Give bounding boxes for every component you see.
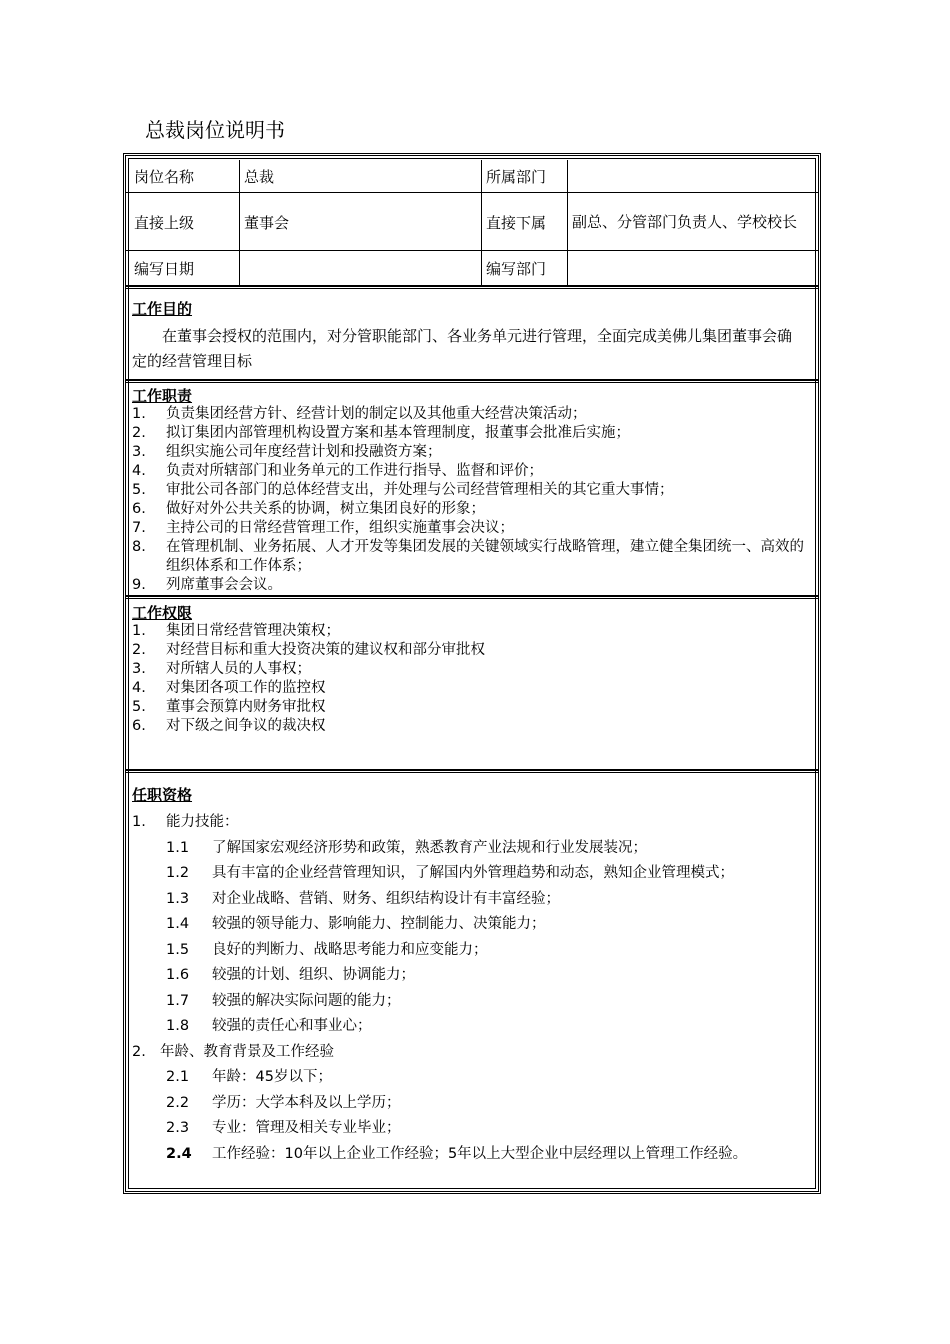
duties-heading: 工作职责: [132, 387, 193, 405]
list-item: 5. 董事会预算内财务审批权: [132, 699, 326, 715]
purpose-heading: 工作目的: [132, 300, 193, 318]
header-row-position: [126, 160, 818, 193]
section-divider: [126, 285, 818, 289]
sub-text: 具有丰富的企业经营管理知识，了解国内外管理趋势和动态，熟知企业管理模式；: [212, 865, 734, 881]
sub-text: 较强的计划、组织、协调能力；: [212, 967, 415, 983]
sub-text: 了解国家宏观经济形势和政策，熟悉教育产业法规和行业发展装况；: [212, 840, 647, 856]
sub-text: 对企业战略、营销、财务、组织结构设计有丰富经验；: [212, 891, 560, 907]
document-title: 总裁岗位说明书: [145, 118, 285, 142]
list-item: 6. 对下级之间争议的裁决权: [132, 718, 326, 734]
ability-title: 能力技能：: [166, 814, 239, 830]
sub-text: 学历：大学本科及以上学历；: [212, 1095, 401, 1111]
sub-num: 2.1: [166, 1069, 190, 1085]
list-item: 3. 组织实施公司年度经营计划和投融资方案；: [132, 444, 442, 460]
divider: [239, 160, 240, 285]
sub-text: 年龄：45岁以下；: [212, 1069, 332, 1085]
list-item: 1. 集团日常经营管理决策权；: [132, 623, 340, 639]
list-item: 4. 负责对所辖部门和业务单元的工作进行指导、监督和评价；: [132, 463, 543, 479]
sub-text: 较强的解决实际问题的能力；: [212, 993, 401, 1009]
purpose-text: 在董事会授权的范围内，对分管职能部门、各业务单元进行管理，全面完成美佛儿集团董事会确定的经营管理目标: [132, 327, 793, 370]
ability-num: 1.: [132, 814, 146, 830]
bg-num: 2.: [132, 1044, 146, 1060]
section-divider: [126, 769, 818, 773]
subordinate-label: 直接下属: [486, 213, 547, 232]
list-item: 2. 拟订集团内部管理机构设置方案和基本管理制度，报董事会批准后实施；: [132, 425, 630, 441]
list-item: 9. 列席董事会会议。: [132, 577, 282, 593]
qualifications-heading: 任职资格: [132, 786, 193, 804]
position-value: 总裁: [244, 168, 275, 186]
list-item: 3. 对所辖人员的人事权；: [132, 661, 311, 677]
position-label: 岗位名称: [134, 168, 195, 186]
dept-label: 所属部门: [486, 168, 547, 186]
list-item: 1. 负责集团经营方针、经营计划的制定以及其他重大经营决策活动；: [132, 406, 587, 422]
sub-text: 专业：管理及相关专业毕业；: [212, 1120, 401, 1136]
writer-label: 编写部门: [486, 259, 547, 278]
job-description-table: [123, 153, 821, 1194]
superior-value: 董事会: [244, 213, 290, 232]
sub-num: 1.5: [166, 942, 190, 958]
sub-num: 1.3: [166, 891, 190, 907]
header-row-superior: [126, 193, 818, 251]
list-item: 8. 在管理机制、业务拓展、人才开发等集团发展的关键领域实行战略管理，建立健全集团统一、高效的组织体系和工作体系；: [132, 539, 804, 574]
sub-num: 1.2: [166, 865, 190, 881]
list-item: 6. 做好对外公共关系的协调，树立集团良好的形象；: [132, 501, 485, 517]
sub-num: 1.8: [166, 1018, 190, 1034]
section-divider: [126, 379, 818, 383]
list-item: 5. 审批公司各部门的总体经营支出，并处理与公司经营管理相关的其它重大事情；: [132, 482, 674, 498]
sub-text: 较强的领导能力、影响能力、控制能力、决策能力；: [212, 916, 546, 932]
list-item: 7. 主持公司的日常经营管理工作，组织实施董事会决议；: [132, 520, 514, 536]
header-row-date: [126, 251, 818, 285]
superior-label: 直接上级: [134, 213, 195, 232]
list-item: 4. 对集团各项工作的监控权: [132, 680, 326, 696]
sub-text: 工作经验：10年以上企业工作经验；5年以上大型企业中层经理以上管理工作经验。: [212, 1146, 748, 1162]
sub-text: 较强的责任心和事业心；: [212, 1018, 372, 1034]
dept-value: [567, 160, 817, 193]
list-item: 2. 对经营目标和重大投资决策的建议权和部分审批权: [132, 642, 485, 658]
sub-num: 1.1: [166, 840, 190, 856]
sub-num: 2.4: [166, 1146, 192, 1162]
divider: [567, 160, 568, 285]
sub-text: 良好的判断力、战略思考能力和应变能力；: [212, 942, 488, 958]
bg-title: 年龄、教育背景及工作经验: [160, 1044, 334, 1060]
writer-value: [567, 251, 817, 285]
sub-num: 1.6: [166, 967, 190, 983]
sub-num: 1.7: [166, 993, 190, 1009]
sub-num: 2.3: [166, 1120, 190, 1136]
sub-num: 2.2: [166, 1095, 190, 1111]
section-divider: [126, 595, 818, 599]
sub-num: 1.4: [166, 916, 190, 932]
authority-heading: 工作权限: [132, 604, 193, 622]
date-value: [239, 251, 481, 285]
divider: [481, 160, 482, 285]
date-label: 编写日期: [134, 259, 195, 278]
subordinate-value: 副总、分管部门负责人、学校校长: [572, 212, 798, 231]
